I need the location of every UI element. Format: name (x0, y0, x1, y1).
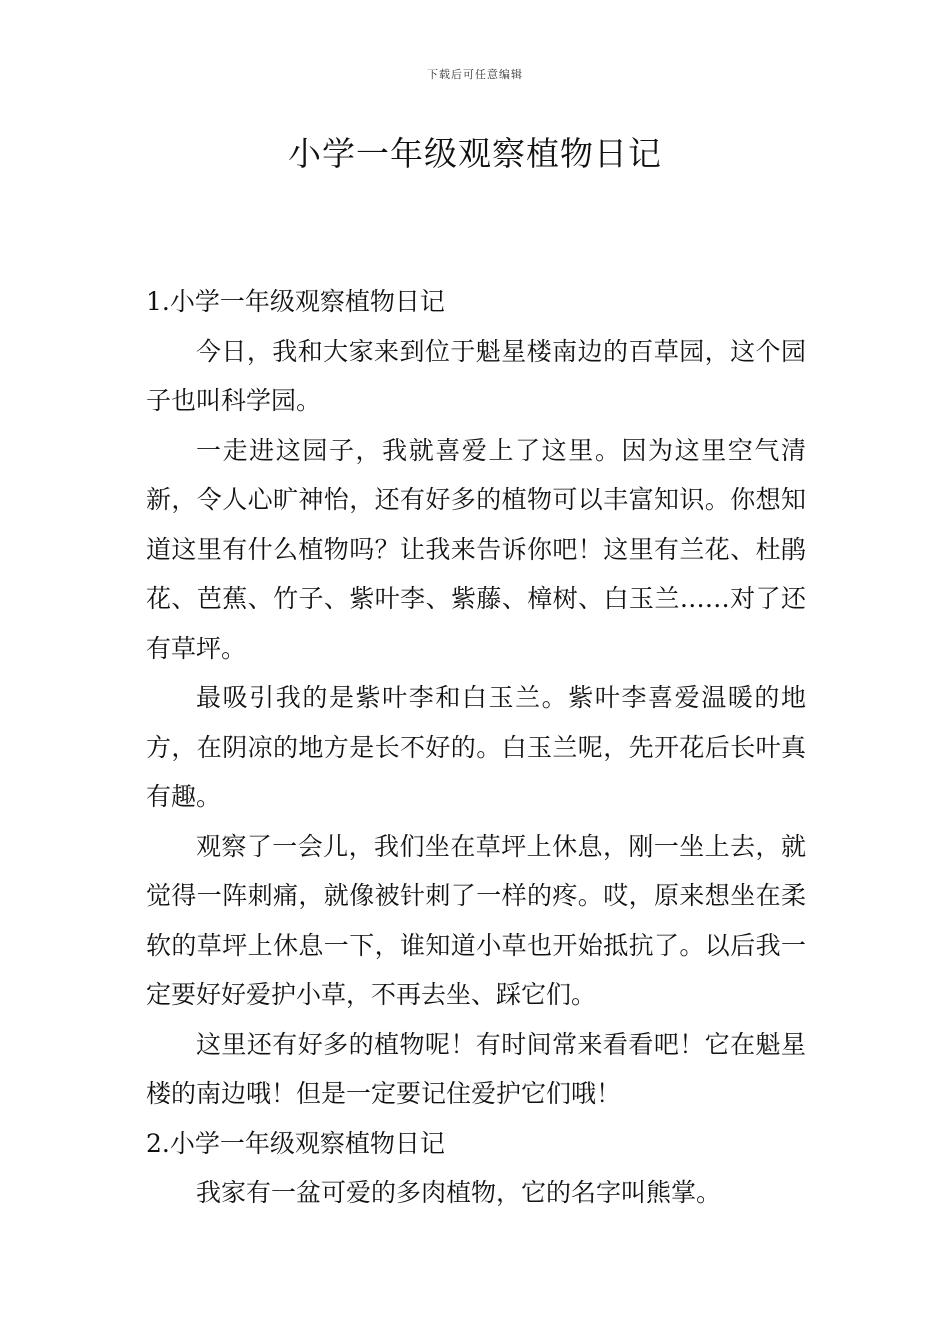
paragraph: 最吸引我的是紫叶李和白玉兰。紫叶李喜爱温暖的地方，在阴凉的地方是长不好的。白玉兰呢，先开花后长叶真有趣。 (146, 683, 806, 811)
paragraph: 观察了一会儿，我们坐在草坪上休息，刚一坐上去，就觉得一阵刺痛，就像被针刺了一样的疼。哎，原来想坐在柔软的草坪上休息一下，谁知道小草也开始抵抗了。以后我一定要好好爱护小草，不再去坐、踩它们。 (146, 831, 806, 1009)
document-body (146, 277, 806, 1218)
header-note: 下载后可任意编辑 (427, 68, 523, 81)
paragraph: 今日，我和大家来到位于魁星楼南边的百草园，这个园子也叫科学园。 (146, 336, 806, 415)
section-heading: 1.小学一年级观察植物日记 (146, 287, 445, 316)
section-heading: 2.小学一年级观察植物日记 (146, 1128, 445, 1158)
paragraph: 这里还有好多的植物呢！有时间常来看看吧！它在魁星楼的南边哦！但是一定要记住爱护它们哦！ (146, 1029, 806, 1108)
paragraph: 一走进这园子，我就喜爱上了这里。因为这里空气清新，令人心旷神怡，还有好多的植物可以丰富知识。你想知道这里有什么植物吗？让我来告诉你吧！这里有兰花、杜鹃花、芭蕉、竹子、紫叶李、紫藤、樟树、白玉兰……对了还有草坪。 (146, 435, 806, 663)
paragraph: 我家有一盆可爱的多肉植物，它的名字叫熊掌。 (196, 1178, 722, 1207)
page-title: 小学一年级观察植物日记 (288, 134, 662, 173)
